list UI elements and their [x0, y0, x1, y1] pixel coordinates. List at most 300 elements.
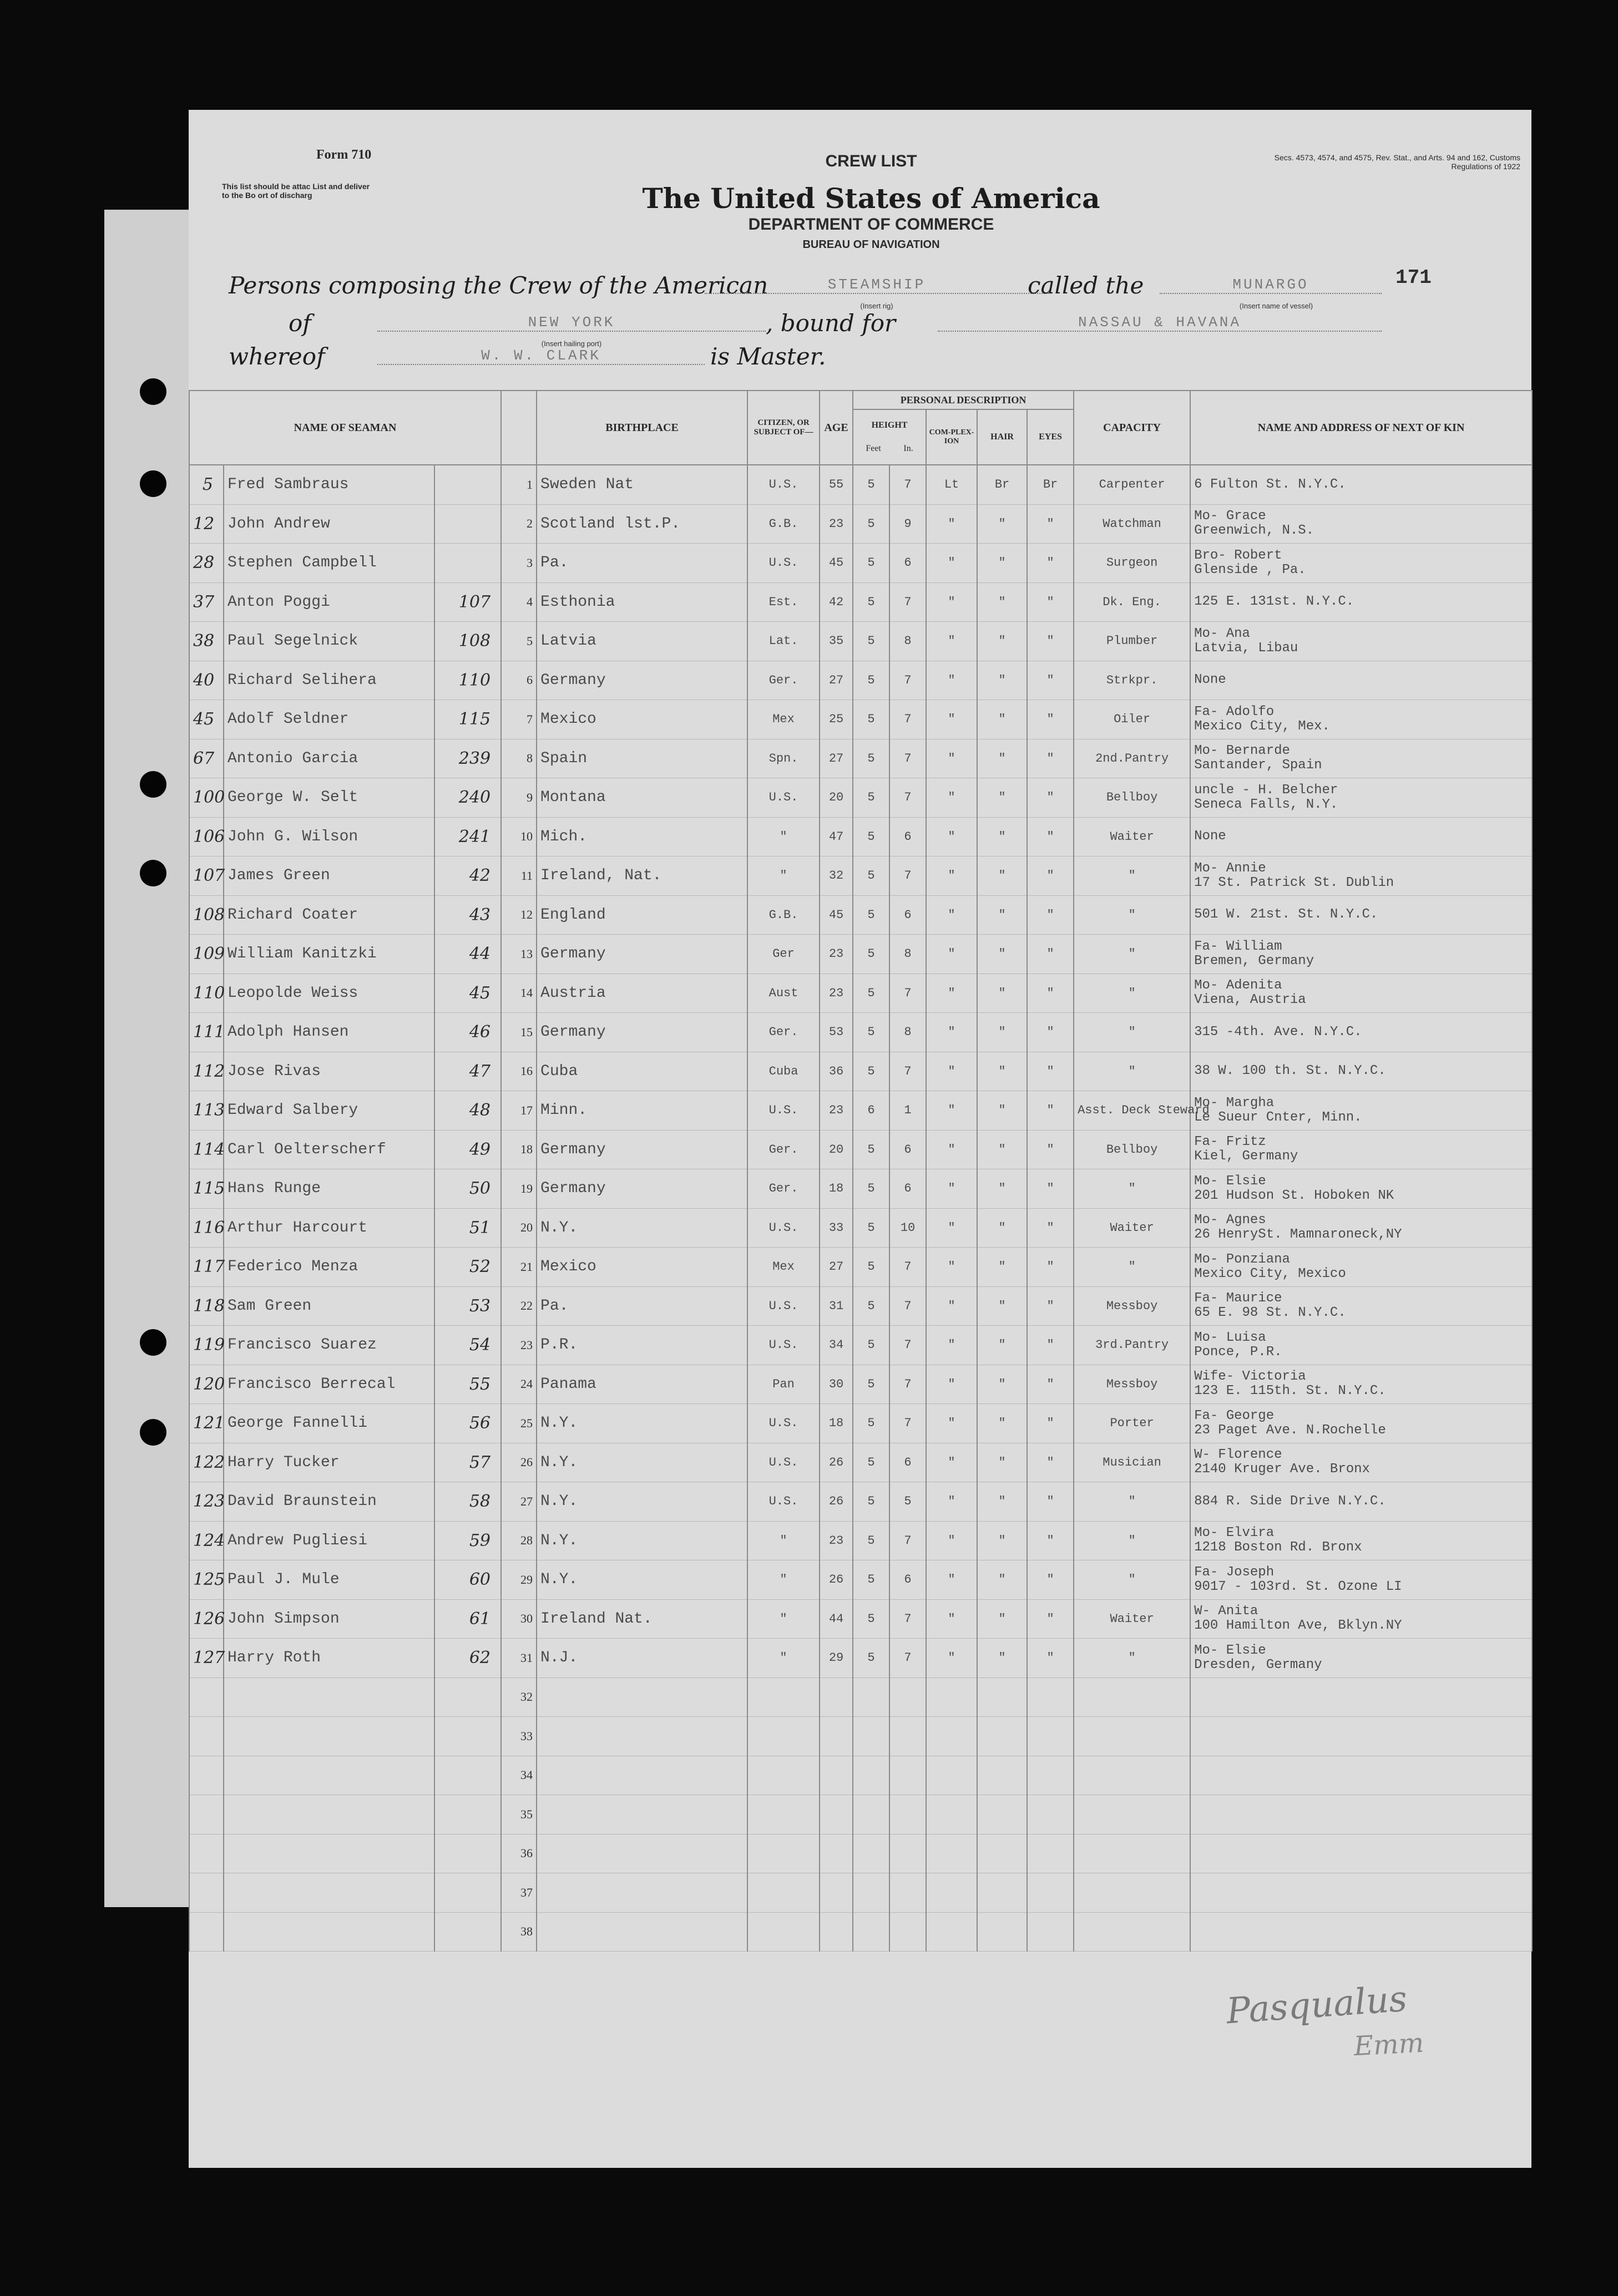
height-feet — [853, 1873, 889, 1913]
next-of-kin-line: 125 E. 131st. N.Y.C. — [1194, 594, 1354, 610]
row-line-number: 11 — [501, 856, 537, 896]
crew-row — [189, 778, 1532, 818]
birthplace: Germany — [537, 661, 747, 700]
crew-row — [189, 1248, 1532, 1287]
row-line-number: 19 — [501, 1169, 537, 1209]
seaman-name: Fred Sambraus — [224, 465, 434, 504]
height-feet: 5 — [853, 1443, 889, 1482]
seaman-number: 58 — [434, 1482, 501, 1522]
header-next-of-kin: NAME AND ADDRESS OF NEXT OF KIN — [1190, 391, 1532, 465]
height-feet: 5 — [853, 661, 889, 700]
crew-row — [189, 661, 1532, 700]
birthplace — [537, 1756, 747, 1795]
birthplace: Minn. — [537, 1091, 747, 1131]
crew-ref-number: 106 — [189, 817, 224, 856]
next-of-kin-line: Le Sueur Cnter, Minn. — [1194, 1109, 1362, 1125]
sailing-port-field: NEW YORK — [377, 314, 766, 332]
next-of-kin — [1190, 1091, 1532, 1131]
seaman-number — [434, 1677, 501, 1717]
eyes: " — [1027, 1326, 1074, 1365]
capacity: Messboy — [1074, 1286, 1190, 1326]
citizen: Ger. — [747, 1130, 820, 1169]
next-of-kin — [1190, 1130, 1532, 1169]
seaman-name: George Fannelli — [224, 1404, 434, 1443]
age: 23 — [820, 1091, 853, 1131]
citizen: " — [747, 1521, 820, 1560]
birthplace: Scotland lst.P. — [537, 504, 747, 544]
header-line-number — [501, 391, 537, 465]
height-feet: 5 — [853, 1639, 889, 1678]
crew-ref-number — [189, 1756, 224, 1795]
capacity: Dk. Eng. — [1074, 582, 1190, 622]
hair — [977, 1912, 1027, 1952]
seaman-number: 56 — [434, 1404, 501, 1443]
hair: " — [977, 1404, 1027, 1443]
next-of-kin — [1190, 1521, 1532, 1560]
seaman-number: 59 — [434, 1521, 501, 1560]
eyes: " — [1027, 1639, 1074, 1678]
row-line-number: 15 — [501, 1013, 537, 1052]
binder-hole — [140, 1419, 166, 1446]
age: 26 — [820, 1482, 853, 1522]
hair — [977, 1717, 1027, 1756]
capacity: " — [1074, 1052, 1190, 1091]
next-of-kin — [1190, 856, 1532, 896]
crew-row — [189, 504, 1532, 544]
complexion: " — [926, 1482, 977, 1522]
crew-row — [189, 1091, 1532, 1131]
birthplace: P.R. — [537, 1326, 747, 1365]
crew-ref-number: 117 — [189, 1248, 224, 1287]
height-feet: 5 — [853, 739, 889, 778]
birthplace: Latvia — [537, 622, 747, 661]
birthplace: Austria — [537, 974, 747, 1013]
crew-row — [189, 1912, 1532, 1952]
eyes: " — [1027, 1482, 1074, 1522]
statute-note: Secs. 4573, 4574, and 4575, Rev. Stat., and Arts. 94 and 162, Customs Regulations of 1922 — [1274, 153, 1520, 171]
binder-hole — [140, 1329, 166, 1356]
next-of-kin-line: Seneca Falls, N.Y. — [1194, 797, 1338, 812]
height-feet: 5 — [853, 1404, 889, 1443]
eyes: " — [1027, 739, 1074, 778]
eyes: " — [1027, 1286, 1074, 1326]
age: 55 — [820, 465, 853, 504]
eyes: " — [1027, 895, 1074, 935]
header-height-label: HEIGHT — [871, 420, 908, 430]
row-line-number: 6 — [501, 661, 537, 700]
next-of-kin — [1190, 1639, 1532, 1678]
eyes: " — [1027, 544, 1074, 583]
eyes: " — [1027, 974, 1074, 1013]
crew-ref-number: 123 — [189, 1482, 224, 1522]
seaman-number: 48 — [434, 1091, 501, 1131]
citizen: U.S. — [747, 544, 820, 583]
citizen: " — [747, 1599, 820, 1639]
eyes: " — [1027, 1443, 1074, 1482]
crew-ref-number: 111 — [189, 1013, 224, 1052]
seaman-name — [224, 1717, 434, 1756]
seaman-number: 115 — [434, 700, 501, 739]
height-inches — [889, 1912, 926, 1952]
hair: " — [977, 622, 1027, 661]
birthplace — [537, 1717, 747, 1756]
height-inches: 7 — [889, 1521, 926, 1560]
next-of-kin-line: Fa- George — [1194, 1408, 1275, 1423]
next-of-kin — [1190, 1560, 1532, 1600]
row-line-number: 33 — [501, 1717, 537, 1756]
birthplace: England — [537, 895, 747, 935]
next-of-kin — [1190, 1599, 1532, 1639]
citizen: Ger. — [747, 1013, 820, 1052]
eyes: " — [1027, 1130, 1074, 1169]
eyes: " — [1027, 1248, 1074, 1287]
birthplace: N.Y. — [537, 1208, 747, 1248]
binder-hole — [140, 470, 166, 497]
seaman-number: 52 — [434, 1248, 501, 1287]
height-inches: 7 — [889, 700, 926, 739]
birthplace: Germany — [537, 1013, 747, 1052]
citizen: " — [747, 1639, 820, 1678]
height-inches: 8 — [889, 622, 926, 661]
complexion: " — [926, 1052, 977, 1091]
height-feet: 5 — [853, 1013, 889, 1052]
hair — [977, 1677, 1027, 1717]
row-line-number: 12 — [501, 895, 537, 935]
seaman-name — [224, 1873, 434, 1913]
height-inches: 7 — [889, 778, 926, 818]
row-line-number: 28 — [501, 1521, 537, 1560]
next-of-kin — [1190, 1912, 1532, 1952]
capacity — [1074, 1795, 1190, 1834]
hair: " — [977, 544, 1027, 583]
row-line-number: 7 — [501, 700, 537, 739]
header-hair: HAIR — [977, 409, 1027, 465]
complexion: " — [926, 544, 977, 583]
seaman-name: John Andrew — [224, 504, 434, 544]
seaman-name — [224, 1912, 434, 1952]
capacity: Surgeon — [1074, 544, 1190, 583]
crew-row — [189, 1795, 1532, 1834]
birthplace: Pa. — [537, 1286, 747, 1326]
seaman-name: Francisco Suarez — [224, 1326, 434, 1365]
seaman-name: Edward Salbery — [224, 1091, 434, 1131]
next-of-kin-line: 201 Hudson St. Hoboken NK — [1194, 1188, 1394, 1203]
height-feet: 5 — [853, 1052, 889, 1091]
seaman-number: 45 — [434, 974, 501, 1013]
birthplace — [537, 1677, 747, 1717]
next-of-kin — [1190, 1795, 1532, 1834]
birthplace: Esthonia — [537, 582, 747, 622]
birthplace: N.Y. — [537, 1443, 747, 1482]
capacity: Strkpr. — [1074, 661, 1190, 700]
height-inches: 7 — [889, 582, 926, 622]
age — [820, 1677, 853, 1717]
eyes — [1027, 1717, 1074, 1756]
seaman-name: Harry Roth — [224, 1639, 434, 1678]
complexion: " — [926, 1443, 977, 1482]
next-of-kin-line: Greenwich, N.S. — [1194, 523, 1314, 539]
height-inches — [889, 1795, 926, 1834]
attach-note: This list should be attac List and deliver to the Bo ort of discharg — [222, 182, 370, 200]
eyes: " — [1027, 504, 1074, 544]
complexion: " — [926, 622, 977, 661]
row-line-number: 21 — [501, 1248, 537, 1287]
next-of-kin-line: Ponce, P.R. — [1194, 1344, 1282, 1360]
crew-ref-number: 113 — [189, 1091, 224, 1131]
next-of-kin-line: Kiel, Germany — [1194, 1149, 1298, 1164]
birthplace: Mich. — [537, 817, 747, 856]
header-complexion: COM-PLEX-ION — [926, 409, 977, 465]
complexion: " — [926, 1248, 977, 1287]
row-line-number: 2 — [501, 504, 537, 544]
birthplace — [537, 1873, 747, 1913]
height-feet: 5 — [853, 504, 889, 544]
citizen: Cuba — [747, 1052, 820, 1091]
eyes — [1027, 1912, 1074, 1952]
height-inches: 7 — [889, 856, 926, 896]
seaman-number — [434, 1873, 501, 1913]
complexion: " — [926, 935, 977, 974]
height-inches — [889, 1834, 926, 1873]
hair: " — [977, 739, 1027, 778]
seaman-name: William Kanitzki — [224, 935, 434, 974]
eyes: " — [1027, 1521, 1074, 1560]
complexion: Lt — [926, 465, 977, 504]
bureau-title: BUREAU OF NAVIGATION — [802, 239, 940, 251]
crew-row — [189, 1404, 1532, 1443]
capacity: Musician — [1074, 1443, 1190, 1482]
citizen: Est. — [747, 582, 820, 622]
hair: " — [977, 1248, 1027, 1287]
header-inches: In. — [903, 444, 913, 453]
eyes: " — [1027, 661, 1074, 700]
seaman-name: Richard Selihera — [224, 661, 434, 700]
crew-ref-number: 109 — [189, 935, 224, 974]
age: 20 — [820, 1130, 853, 1169]
next-of-kin-line: Mo- Annie — [1194, 860, 1266, 876]
seaman-name: John G. Wilson — [224, 817, 434, 856]
seaman-number: 60 — [434, 1560, 501, 1600]
age: 18 — [820, 1169, 853, 1209]
next-of-kin-line: W- Anita — [1194, 1604, 1258, 1619]
citizen: Ger. — [747, 661, 820, 700]
age: 23 — [820, 974, 853, 1013]
eyes: " — [1027, 1404, 1074, 1443]
birthplace: N.Y. — [537, 1521, 747, 1560]
seaman-name: Richard Coater — [224, 895, 434, 935]
complexion: " — [926, 1599, 977, 1639]
crew-row — [189, 895, 1532, 935]
signature: Pasqualus — [1225, 1978, 1409, 2033]
age — [820, 1756, 853, 1795]
is-master-label: is Master. — [710, 343, 826, 370]
crew-ref-number: 114 — [189, 1130, 224, 1169]
destination-field: NASSAU & HAVANA — [938, 314, 1382, 332]
citizen: G.B. — [747, 504, 820, 544]
birthplace: Cuba — [537, 1052, 747, 1091]
age: 34 — [820, 1326, 853, 1365]
seaman-number: 50 — [434, 1169, 501, 1209]
height-inches: 6 — [889, 1130, 926, 1169]
complexion: " — [926, 1208, 977, 1248]
next-of-kin — [1190, 661, 1532, 700]
seaman-number: 51 — [434, 1208, 501, 1248]
binder-hole — [140, 378, 166, 405]
complexion: " — [926, 1404, 977, 1443]
capacity — [1074, 1834, 1190, 1873]
header-birthplace: BIRTHPLACE — [537, 391, 747, 465]
capacity: " — [1074, 1482, 1190, 1522]
eyes: " — [1027, 1365, 1074, 1404]
binder-hole — [140, 771, 166, 798]
row-line-number: 13 — [501, 935, 537, 974]
height-feet: 5 — [853, 1599, 889, 1639]
hair: " — [977, 1639, 1027, 1678]
row-line-number: 18 — [501, 1130, 537, 1169]
hair: " — [977, 778, 1027, 818]
height-feet: 5 — [853, 778, 889, 818]
citizen: Lat. — [747, 622, 820, 661]
hair: " — [977, 1521, 1027, 1560]
complexion: " — [926, 1326, 977, 1365]
next-of-kin — [1190, 974, 1532, 1013]
row-line-number: 24 — [501, 1365, 537, 1404]
height-inches: 7 — [889, 1404, 926, 1443]
birthplace — [537, 1912, 747, 1952]
signature-subline: Emm — [1353, 2027, 1425, 2062]
complexion: " — [926, 1013, 977, 1052]
crew-table-body — [189, 465, 1532, 1952]
height-inches: 6 — [889, 895, 926, 935]
next-of-kin — [1190, 465, 1532, 504]
capacity: " — [1074, 1013, 1190, 1052]
next-of-kin-line: W- Florence — [1194, 1447, 1282, 1463]
age: 18 — [820, 1404, 853, 1443]
next-of-kin — [1190, 1326, 1532, 1365]
citizen: Mex — [747, 1248, 820, 1287]
height-inches: 6 — [889, 1560, 926, 1600]
age — [820, 1912, 853, 1952]
birthplace: Panama — [537, 1365, 747, 1404]
capacity: " — [1074, 1169, 1190, 1209]
age: 27 — [820, 739, 853, 778]
crew-ref-number: 115 — [189, 1169, 224, 1209]
age: 23 — [820, 1521, 853, 1560]
height-feet: 5 — [853, 622, 889, 661]
crew-ref-number — [189, 1795, 224, 1834]
crew-ref-number: 126 — [189, 1599, 224, 1639]
crew-ref-number: 127 — [189, 1639, 224, 1678]
crew-ref-number: 116 — [189, 1208, 224, 1248]
citizen — [747, 1795, 820, 1834]
hair: " — [977, 582, 1027, 622]
crew-row — [189, 1677, 1532, 1717]
seaman-number: 54 — [434, 1326, 501, 1365]
citizen: U.S. — [747, 1091, 820, 1131]
master-field: W. W. CLARK — [377, 347, 705, 365]
height-inches: 5 — [889, 1482, 926, 1522]
next-of-kin — [1190, 1482, 1532, 1522]
capacity: 2nd.Pantry — [1074, 739, 1190, 778]
birthplace: Ireland, Nat. — [537, 856, 747, 896]
crew-ref-number — [189, 1717, 224, 1756]
eyes — [1027, 1756, 1074, 1795]
next-of-kin — [1190, 1873, 1532, 1913]
header-capacity: CAPACITY — [1074, 391, 1190, 465]
citizen — [747, 1756, 820, 1795]
age: 27 — [820, 661, 853, 700]
capacity: " — [1074, 1639, 1190, 1678]
hair: " — [977, 974, 1027, 1013]
hair: " — [977, 935, 1027, 974]
crew-ref-number: 28 — [189, 544, 224, 583]
height-inches: 7 — [889, 1365, 926, 1404]
seaman-number: 42 — [434, 856, 501, 896]
height-feet — [853, 1717, 889, 1756]
next-of-kin-line: Mo- Luisa — [1194, 1330, 1266, 1345]
citizen: U.S. — [747, 1326, 820, 1365]
height-inches: 1 — [889, 1091, 926, 1131]
hair: " — [977, 895, 1027, 935]
seaman-name: Francisco Berrecal — [224, 1365, 434, 1404]
eyes — [1027, 1795, 1074, 1834]
hair: " — [977, 817, 1027, 856]
citizen: G.B. — [747, 895, 820, 935]
next-of-kin — [1190, 1443, 1532, 1482]
age: 25 — [820, 700, 853, 739]
crew-row — [189, 856, 1532, 896]
next-of-kin — [1190, 1677, 1532, 1717]
height-feet: 5 — [853, 935, 889, 974]
crew-ref-number: 108 — [189, 895, 224, 935]
capacity: Bellboy — [1074, 778, 1190, 818]
row-line-number: 26 — [501, 1443, 537, 1482]
birthplace: Spain — [537, 739, 747, 778]
hair: " — [977, 1482, 1027, 1522]
citizen: Mex — [747, 700, 820, 739]
crew-ref-number: 124 — [189, 1521, 224, 1560]
height-inches: 7 — [889, 974, 926, 1013]
row-line-number: 3 — [501, 544, 537, 583]
eyes — [1027, 1834, 1074, 1873]
next-of-kin-line: 501 W. 21st. St. N.Y.C. — [1194, 907, 1378, 923]
crew-ref-number: 40 — [189, 661, 224, 700]
next-of-kin — [1190, 504, 1532, 544]
row-line-number: 14 — [501, 974, 537, 1013]
next-of-kin-line: Mo- Bernarde — [1194, 743, 1290, 759]
height-feet: 6 — [853, 1091, 889, 1131]
seaman-number: 110 — [434, 661, 501, 700]
crew-row — [189, 1482, 1532, 1522]
seaman-number: 108 — [434, 622, 501, 661]
next-of-kin-line: None — [1194, 672, 1226, 688]
next-of-kin — [1190, 1286, 1532, 1326]
seaman-name: Sam Green — [224, 1286, 434, 1326]
persons-label: Persons composing the Crew of the American — [229, 272, 768, 299]
capacity: " — [1074, 1521, 1190, 1560]
capacity: Messboy — [1074, 1365, 1190, 1404]
age: 26 — [820, 1560, 853, 1600]
rig-field: STEAMSHIP — [705, 276, 1049, 294]
crew-ref-number — [189, 1677, 224, 1717]
height-feet: 5 — [853, 1326, 889, 1365]
age: 31 — [820, 1286, 853, 1326]
crew-ref-number: 122 — [189, 1443, 224, 1482]
next-of-kin-line: 23 Paget Ave. N.Rochelle — [1194, 1422, 1386, 1438]
next-of-kin — [1190, 778, 1532, 818]
seaman-number: 55 — [434, 1365, 501, 1404]
header-feet: Feet — [866, 444, 881, 453]
